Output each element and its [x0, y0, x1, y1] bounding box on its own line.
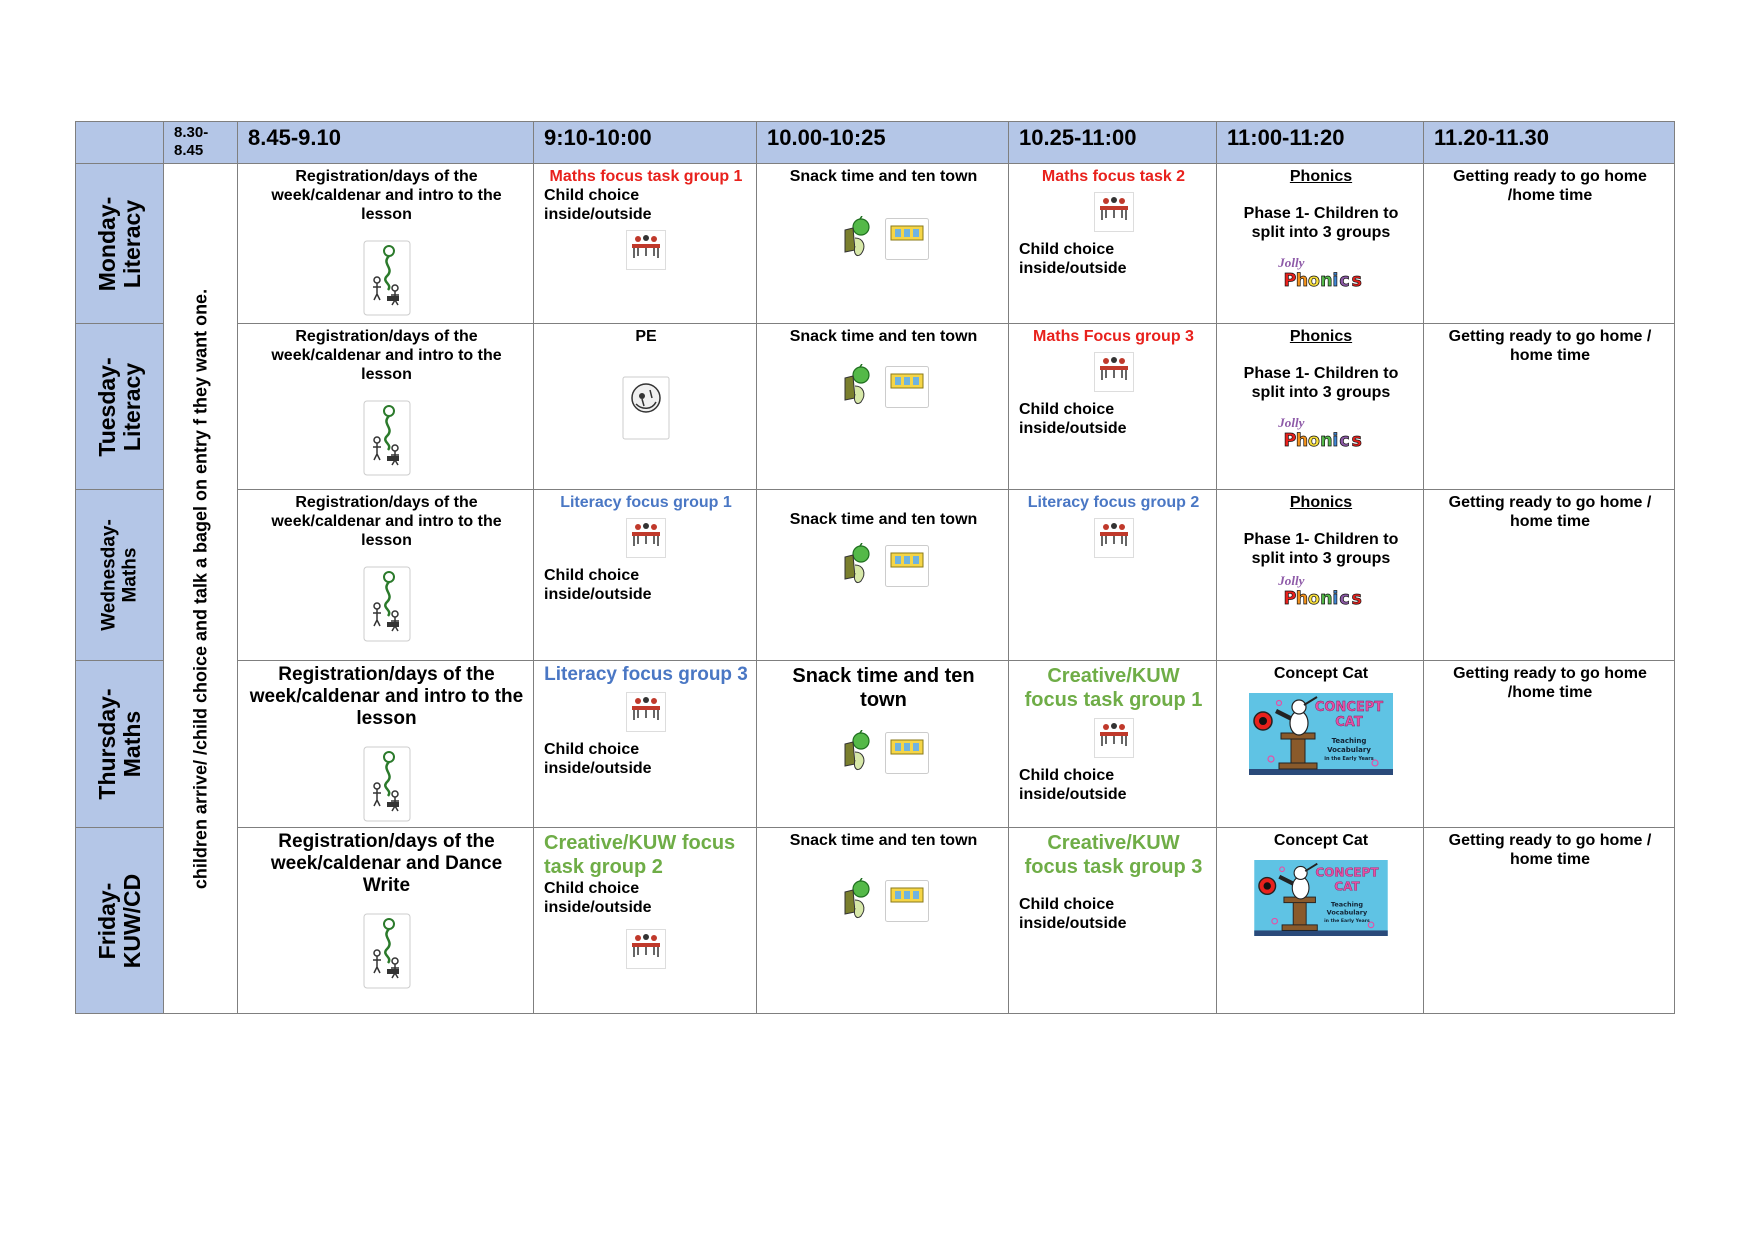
snack-time-icon [839, 364, 879, 408]
home-time-text: Getting ready to go home /home time [1453, 665, 1647, 701]
child-choice-text: Child choice inside/outside [544, 567, 652, 603]
day-row-monday [76, 164, 1675, 324]
snack-cell [757, 828, 1009, 1014]
day-row-wednesday [76, 490, 1675, 661]
snack-time-icon [839, 216, 879, 260]
focus-cell [1009, 490, 1217, 661]
home-time-cell [1424, 490, 1675, 661]
ten-town-icon [885, 732, 929, 774]
phonics-title: Phonics [1289, 494, 1353, 511]
day-cell [76, 661, 164, 828]
adult-focus-icon [1094, 718, 1134, 758]
snack-time-icon [839, 730, 879, 774]
ten-town-icon [885, 545, 929, 587]
focus-title: Creative/KUW focus task group 2 [544, 832, 736, 878]
header-pre-time [164, 122, 238, 164]
registration-cell [238, 661, 534, 828]
focus-cell [1009, 324, 1217, 490]
adult-focus-icon [626, 230, 666, 270]
focus-title: Creative/KUW focus task group 3 [1024, 832, 1203, 878]
snack-text: Snack time and ten town [792, 665, 975, 711]
focus-cell [1009, 828, 1217, 1014]
focus-cell [534, 661, 757, 828]
snack-cell [757, 661, 1009, 828]
registration-cell [238, 828, 534, 1014]
ten-town-icon [885, 880, 929, 922]
header-time-4: 10.25-11:00 [1009, 122, 1217, 164]
pe-icon [622, 376, 670, 440]
registration-text: Registration/days of the week/caldenar and intro to the lesson [271, 494, 502, 549]
concept-cat-image [1254, 860, 1388, 936]
focus-title: Literacy focus group 2 [1027, 494, 1200, 511]
snack-text: Snack time and ten town [789, 832, 978, 849]
adult-focus-icon [1094, 352, 1134, 392]
header-pre-time-line2: 8.45 [174, 142, 204, 159]
arrival-cell [164, 164, 238, 1014]
registration-text: Registration/days of the week/caldenar and intro to the lesson [271, 168, 502, 223]
home-time-cell [1424, 164, 1675, 324]
day-row-friday [76, 828, 1675, 1014]
header-time-5: 11:00-11:20 [1217, 122, 1424, 164]
header-corner [76, 122, 164, 164]
focus-cell [1009, 661, 1217, 828]
day-line2: Maths [118, 547, 140, 603]
child-choice-text: Child choice inside/outside [1019, 241, 1127, 277]
phonics-text: Phase 1- Children to split into 3 groups [1243, 365, 1399, 401]
header-time-2: 9:10-10:00 [534, 122, 757, 164]
concept-cat-cell [1217, 661, 1424, 828]
phonics-text: Phase 1- Children to split into 3 groups [1243, 531, 1399, 567]
focus-title: Literacy focus group 1 [560, 494, 732, 511]
snack-text: Snack time and ten town [789, 168, 978, 185]
concept-cat-cell [1217, 828, 1424, 1014]
header-pre-time-line1: 8.30- [174, 124, 209, 141]
day-line2: Literacy [118, 199, 145, 288]
snack-cell [757, 164, 1009, 324]
home-time-cell [1424, 324, 1675, 490]
day-cell [76, 828, 164, 1014]
jolly-phonics-logo [1273, 252, 1369, 292]
timetable [75, 121, 1675, 1014]
phonics-cell [1217, 324, 1424, 490]
story-time-icon [363, 746, 411, 822]
child-choice-text: Child choice inside/outside [1019, 896, 1127, 932]
ten-town-icon [885, 218, 929, 260]
focus-cell [534, 828, 757, 1014]
child-choice-text: Child choice inside/outside [544, 880, 652, 916]
day-line1: Tuesday- [93, 356, 120, 457]
registration-cell [238, 324, 534, 490]
arrival-text: children arrive/ /child choice and talk a bagel on entry f they want one. [190, 288, 210, 889]
registration-text: Registration/days of the week/caldenar and Dance Write [270, 831, 503, 896]
pe-title: PE [635, 328, 657, 345]
registration-text: Registration/days of the week/caldenar and intro to the lesson [271, 328, 502, 383]
day-row-tuesday [76, 324, 1675, 490]
concept-cat-image [1249, 693, 1393, 775]
focus-cell [534, 164, 757, 324]
home-time-text: Getting ready to go home /home time [1453, 168, 1647, 204]
home-time-cell [1424, 828, 1675, 1014]
concept-cat-title: Concept Cat [1273, 665, 1369, 682]
story-time-icon [363, 240, 411, 316]
child-choice-text: Child choice inside/outside [1019, 401, 1127, 437]
story-time-icon [363, 566, 411, 642]
adult-focus-icon [626, 692, 666, 732]
jolly-phonics-logo [1273, 412, 1369, 452]
day-line2: KUW/CD [118, 873, 145, 968]
registration-cell [238, 164, 534, 324]
phonics-cell [1217, 490, 1424, 661]
phonics-title: Phonics [1289, 168, 1353, 185]
focus-title: Maths focus task 2 [1041, 168, 1186, 185]
adult-focus-icon [1094, 192, 1134, 232]
home-time-cell [1424, 661, 1675, 828]
day-line2: Maths [118, 710, 145, 778]
adult-focus-icon [626, 518, 666, 558]
registration-cell [238, 490, 534, 661]
header-time-6: 11.20-11.30 [1424, 122, 1675, 164]
focus-title: Maths focus task group 1 [549, 168, 743, 185]
snack-time-icon [839, 543, 879, 587]
focus-cell [1009, 164, 1217, 324]
phonics-title: Phonics [1289, 328, 1353, 345]
phonics-cell [1217, 164, 1424, 324]
snack-time-icon [839, 878, 879, 922]
snack-cell [757, 324, 1009, 490]
focus-title: Literacy focus group 3 [544, 664, 748, 685]
day-cell [76, 490, 164, 661]
child-choice-text: Child choice inside/outside [544, 741, 652, 777]
day-line1: Wednesday- [97, 519, 119, 631]
ten-town-icon [885, 366, 929, 408]
day-cell [76, 324, 164, 490]
focus-title: Creative/KUW focus task group 1 [1024, 665, 1203, 711]
snack-cell [757, 490, 1009, 661]
snack-text: Snack time and ten town [789, 511, 978, 528]
child-choice-text: Child choice inside/outside [544, 187, 652, 223]
focus-title: Maths Focus group 3 [1033, 328, 1194, 345]
day-line2: Literacy [118, 362, 145, 451]
adult-focus-icon [626, 929, 666, 969]
day-line1: Monday- [93, 196, 120, 291]
day-cell [76, 164, 164, 324]
jolly-phonics-logo [1273, 570, 1369, 610]
day-line1: Thursday- [93, 688, 120, 800]
home-time-text: Getting ready to go home / home time [1448, 328, 1652, 364]
home-time-text: Getting ready to go home / home time [1448, 494, 1652, 530]
day-row-thursday [76, 661, 1675, 828]
pe-cell [534, 324, 757, 490]
header-row [76, 122, 1675, 164]
snack-text: Snack time and ten town [789, 328, 978, 345]
registration-text: Registration/days of the week/caldenar and intro to the lesson [249, 664, 524, 729]
day-line1: Friday- [93, 882, 120, 959]
adult-focus-icon [1094, 518, 1134, 558]
story-time-icon [363, 913, 411, 989]
concept-cat-title: Concept Cat [1273, 832, 1369, 849]
home-time-text: Getting ready to go home / home time [1448, 832, 1652, 868]
header-time-1: 8.45-9.10 [238, 122, 534, 164]
phonics-text: Phase 1- Children to split into 3 groups [1243, 205, 1399, 241]
focus-cell [534, 490, 757, 661]
child-choice-text: Child choice inside/outside [1019, 767, 1127, 803]
header-time-3: 10.00-10:25 [757, 122, 1009, 164]
story-time-icon [363, 400, 411, 476]
